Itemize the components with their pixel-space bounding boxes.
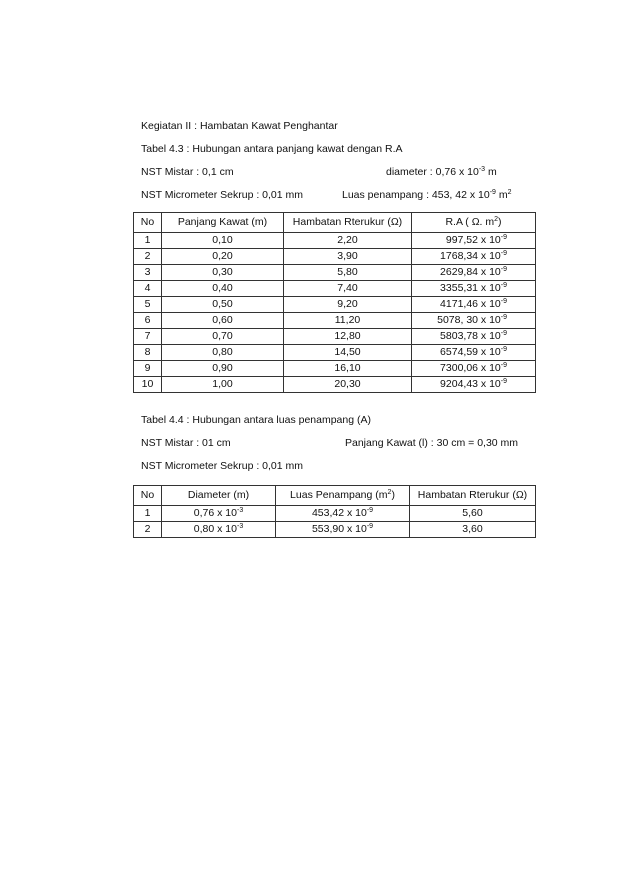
cell-ra bbox=[412, 361, 536, 377]
cell-hambatan: 7,40 bbox=[284, 281, 412, 297]
cell-ra-exp: -9 bbox=[500, 378, 507, 385]
cell-ra-exp: -9 bbox=[500, 266, 507, 273]
cell-diameter-exp: -3 bbox=[236, 507, 244, 514]
cell-hambatan: 11,20 bbox=[284, 313, 412, 329]
cell-luas-base: 553,90 x 10 bbox=[311, 523, 367, 535]
cell-hambatan: 5,60 bbox=[410, 506, 536, 522]
cell-luas-base: 453,42 x 10 bbox=[311, 507, 367, 519]
cell-panjang: 0,10 bbox=[162, 233, 284, 249]
nst-mistar-2: NST Mistar : 01 cm bbox=[141, 437, 231, 449]
cell-ra-exp: -9 bbox=[500, 298, 507, 305]
cell-ra-base: 1768,34 x 10 bbox=[440, 250, 501, 262]
cell-ra bbox=[412, 233, 536, 249]
cell-ra-base: 5803,78 x 10 bbox=[440, 330, 501, 342]
table-row bbox=[134, 506, 536, 522]
cell-ra bbox=[412, 281, 536, 297]
cell-ra bbox=[412, 345, 536, 361]
cell-ra-exp: -9 bbox=[500, 282, 507, 289]
cell-ra-exp: -9 bbox=[500, 314, 507, 321]
col-header-diameter: Diameter (m) bbox=[162, 486, 276, 506]
cell-no: 2 bbox=[134, 249, 162, 265]
luas-info: Luas penampang : 453, 42 x $10^{-9}$ $m^2$ bbox=[342, 189, 512, 201]
col-header-ra: R.A ( Ω. $m^2$) bbox=[412, 213, 536, 233]
cell-diameter-base: 0,76 x 10 bbox=[193, 507, 237, 519]
col-header-no: No bbox=[134, 213, 162, 233]
cell-panjang: 0,40 bbox=[162, 281, 284, 297]
table-4-3 bbox=[133, 212, 536, 393]
cell-diameter-base: 0,80 x 10 bbox=[193, 523, 237, 535]
cell-ra-base: 997,52 x 10 bbox=[445, 234, 501, 246]
col-header-hambatan: Hambatan Rterukur (Ω) bbox=[284, 213, 412, 233]
table-4-4 bbox=[133, 485, 536, 538]
table-header-row bbox=[134, 213, 536, 233]
table-row bbox=[134, 281, 536, 297]
cell-hambatan: 9,20 bbox=[284, 297, 412, 313]
cell-no: 1 bbox=[134, 233, 162, 249]
panjang-kawat-info: Panjang Kawat (l) : 30 cm = 0,30 mm bbox=[345, 437, 519, 449]
cell-hambatan: 3,60 bbox=[410, 522, 536, 538]
cell-ra-exp: -9 bbox=[500, 250, 507, 257]
cell-panjang: 0,20 bbox=[162, 249, 284, 265]
cell-ra bbox=[412, 265, 536, 281]
cell-panjang: 0,60 bbox=[162, 313, 284, 329]
cell-ra bbox=[412, 313, 536, 329]
table-row bbox=[134, 345, 536, 361]
cell-panjang: 0,90 bbox=[162, 361, 284, 377]
cell-ra-base: 7300,06 x 10 bbox=[440, 362, 501, 374]
col-header-luas: Luas Penampang $(m^2)$ bbox=[276, 486, 410, 506]
cell-luas bbox=[276, 522, 410, 538]
cell-no: 7 bbox=[134, 329, 162, 345]
cell-no: 2 bbox=[134, 522, 162, 538]
cell-ra-base: 3355,31 x 10 bbox=[440, 282, 501, 294]
cell-luas bbox=[276, 506, 410, 522]
col-header-hambatan: Hambatan Rterukur (Ω) bbox=[410, 486, 536, 506]
cell-ra-exp: -9 bbox=[500, 234, 507, 241]
cell-ra-base: 4171,46 x 10 bbox=[440, 298, 501, 310]
cell-no: 4 bbox=[134, 281, 162, 297]
cell-ra-base: 2629,84 x 10 bbox=[440, 266, 501, 278]
cell-diameter bbox=[162, 522, 276, 538]
col-header-no: No bbox=[134, 486, 162, 506]
table-row bbox=[134, 361, 536, 377]
table-4-4-caption: Tabel 4.4 : Hubungan antara luas penampang (A) bbox=[141, 414, 371, 426]
table-row bbox=[134, 522, 536, 538]
table-row bbox=[134, 233, 536, 249]
cell-hambatan: 3,90 bbox=[284, 249, 412, 265]
table-row bbox=[134, 377, 536, 393]
table-row bbox=[134, 297, 536, 313]
cell-no: 3 bbox=[134, 265, 162, 281]
cell-panjang: 1,00 bbox=[162, 377, 284, 393]
col-header-panjang: Panjang Kawat (m) bbox=[162, 213, 284, 233]
cell-no: 5 bbox=[134, 297, 162, 313]
cell-ra-base: 9204,43 x 10 bbox=[440, 378, 501, 390]
table-row bbox=[134, 329, 536, 345]
nst-micrometer-2: NST Micrometer Sekrup : 0,01 mm bbox=[141, 460, 304, 472]
cell-ra-base: 6574,59 x 10 bbox=[440, 346, 501, 358]
nst-mistar-1: NST Mistar : 0,1 cm bbox=[141, 166, 234, 178]
table-row bbox=[134, 249, 536, 265]
table-row bbox=[134, 265, 536, 281]
cell-no: 9 bbox=[134, 361, 162, 377]
cell-no: 6 bbox=[134, 313, 162, 329]
cell-panjang: 0,50 bbox=[162, 297, 284, 313]
cell-hambatan: 5,80 bbox=[284, 265, 412, 281]
cell-diameter bbox=[162, 506, 276, 522]
cell-ra-base: 5078, 30 x 10 bbox=[437, 314, 501, 326]
cell-panjang: 0,80 bbox=[162, 345, 284, 361]
cell-ra-exp: -9 bbox=[500, 362, 507, 369]
cell-ra bbox=[412, 329, 536, 345]
table-row bbox=[134, 313, 536, 329]
activity-heading: Kegiatan II : Hambatan Kawat Penghantar bbox=[141, 120, 338, 132]
cell-ra bbox=[412, 297, 536, 313]
cell-hambatan: 14,50 bbox=[284, 345, 412, 361]
cell-ra bbox=[412, 249, 536, 265]
cell-no: 10 bbox=[134, 377, 162, 393]
cell-luas-exp: -9 bbox=[366, 507, 374, 514]
cell-ra bbox=[412, 377, 536, 393]
table-4-3-caption: Tabel 4.3 : Hubungan antara panjang kawat dengan R.A bbox=[141, 143, 403, 155]
cell-ra-exp: -9 bbox=[500, 346, 507, 353]
diameter-info: diameter : 0,76 x $10^{-3}$ m bbox=[386, 166, 497, 178]
cell-luas-exp: -9 bbox=[366, 523, 374, 530]
cell-no: 8 bbox=[134, 345, 162, 361]
cell-diameter-exp: -3 bbox=[236, 523, 244, 530]
cell-hambatan: 16,10 bbox=[284, 361, 412, 377]
table-header-row bbox=[134, 486, 536, 506]
cell-hambatan: 12,80 bbox=[284, 329, 412, 345]
cell-no: 1 bbox=[134, 506, 162, 522]
cell-ra-exp: -9 bbox=[500, 330, 507, 337]
cell-panjang: 0,30 bbox=[162, 265, 284, 281]
nst-micrometer-1: NST Micrometer Sekrup : 0,01 mm bbox=[141, 189, 304, 201]
cell-panjang: 0,70 bbox=[162, 329, 284, 345]
cell-hambatan: 2,20 bbox=[284, 233, 412, 249]
cell-hambatan: 20,30 bbox=[284, 377, 412, 393]
